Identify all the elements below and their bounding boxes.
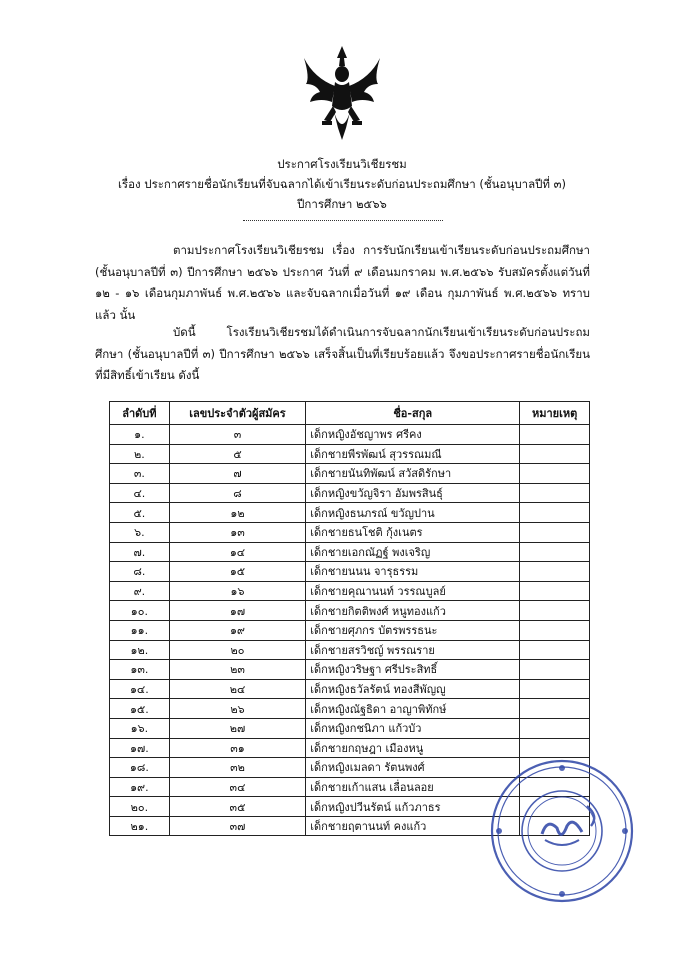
table-row (110, 601, 590, 621)
row-full-name: เด็กชายศุภกร บัตรพรรธนะ (306, 620, 520, 640)
row-order: ๑๙. (110, 777, 170, 797)
row-remarks (520, 718, 590, 738)
table-row (110, 738, 590, 758)
row-remarks (520, 738, 590, 758)
row-order: ๒๐. (110, 797, 170, 817)
row-application-number: ๓๕ (169, 797, 306, 817)
row-order: ๗. (110, 542, 170, 562)
row-order: ๑. (110, 425, 170, 445)
row-order: ๑๘. (110, 758, 170, 778)
paragraph-1 (95, 240, 590, 326)
row-remarks (520, 679, 590, 699)
row-full-name: เด็กหญิงณัฐธิดา อาญาพิทักษ์ (306, 699, 520, 719)
table-row (110, 660, 590, 680)
row-full-name: เด็กชายธนโชติ กุ้งเนตร (306, 522, 520, 542)
row-full-name: เด็กชายนันทิพัฒน์ สวัสดิรักษา (306, 464, 520, 484)
row-order: ๑๒. (110, 640, 170, 660)
table-row (110, 425, 590, 445)
row-remarks (520, 581, 590, 601)
row-order: ๑๔. (110, 679, 170, 699)
paragraph-2 (95, 322, 590, 387)
row-application-number: ๒๔ (169, 679, 306, 699)
row-full-name: เด็กชายเก้าแสน เลื่อนลอย (306, 777, 520, 797)
academic-year: ปีการศึกษา ๒๕๖๖ (297, 197, 387, 211)
row-full-name: เด็กหญิงวริษฐา ศรีประสิทธิ์ (306, 660, 520, 680)
row-application-number: ๓๑ (169, 738, 306, 758)
row-remarks (520, 601, 590, 621)
row-remarks (520, 562, 590, 582)
row-full-name: เด็กหญิงธวัลรัตน์ ทองสีพัญญู (306, 679, 520, 699)
row-remarks (520, 542, 590, 562)
row-full-name: เด็กหญิงเมลดา รัตนพงศ์ (306, 758, 520, 778)
row-full-name: เด็กหญิงอัชญาพร ศรีคง (306, 425, 520, 445)
row-order: ๑๕. (110, 699, 170, 719)
row-application-number: ๑๕ (169, 562, 306, 582)
row-full-name: เด็กชายฤตานนท์ คงแก้ว (306, 816, 520, 836)
row-order: ๒. (110, 444, 170, 464)
row-application-number: ๒๗ (169, 718, 306, 738)
header-remarks: หมายเหตุ (520, 402, 590, 425)
row-remarks (520, 522, 590, 542)
table-row (110, 464, 590, 484)
table-row (110, 503, 590, 523)
row-application-number: ๑๔ (169, 542, 306, 562)
row-full-name: เด็กชายสรวิชญ์ พรรณราย (306, 640, 520, 660)
row-order: ๑๖. (110, 718, 170, 738)
row-application-number: ๓๗ (169, 816, 306, 836)
row-order: ๑๗. (110, 738, 170, 758)
row-full-name: เด็กหญิงขวัญจิรา อัมพรสินธุ์ (306, 483, 520, 503)
row-remarks (520, 503, 590, 523)
header-order: ลำดับที่ (110, 402, 170, 425)
row-order: ๘. (110, 562, 170, 582)
row-remarks (520, 620, 590, 640)
table-header-row (110, 402, 590, 425)
row-application-number: ๒๐ (169, 640, 306, 660)
row-remarks (520, 660, 590, 680)
row-remarks (520, 483, 590, 503)
table-row (110, 483, 590, 503)
row-application-number: ๑๗ (169, 601, 306, 621)
table-row (110, 640, 590, 660)
row-application-number: ๓๒ (169, 758, 306, 778)
row-full-name: เด็กหญิงกชนิภา แก้วบัว (306, 718, 520, 738)
row-application-number: ๗ (169, 464, 306, 484)
row-application-number: ๑๙ (169, 620, 306, 640)
table-row (110, 620, 590, 640)
row-application-number: ๕ (169, 444, 306, 464)
paragraph-2-text: บัดนี้ โรงเรียนวิเชียรชมได้ดำเนินการจับฉลากนักเรียนเข้าเรียนระดับก่อนประถมศึกษา (ชั้นอนุบาลปีที่ ๓) ปีการศึกษา ๒๕๖๖ เสร็จสิ้นเป็นที่เรียบร้อยแล้ว จึงขอประกาศรายชื่อนักเรียนที่มีสิทธิ์เข้าเรียน ดังนี้ (95, 325, 590, 382)
row-application-number: ๓ (169, 425, 306, 445)
table-row (110, 522, 590, 542)
row-application-number: ๒๓ (169, 660, 306, 680)
row-order: ๑๑. (110, 620, 170, 640)
row-application-number: ๑๓ (169, 522, 306, 542)
row-full-name: เด็กหญิงธนภรณ์ ขวัญปาน (306, 503, 520, 523)
row-application-number: ๘ (169, 483, 306, 503)
row-remarks (520, 699, 590, 719)
row-full-name: เด็กชายพีรพัฒน์ สุวรรณมณี (306, 444, 520, 464)
paragraph-1-text: ตามประกาศโรงเรียนวิเชียรชม เรื่อง การรับนักเรียนเข้าเรียนระดับก่อนประถมศึกษา (ชั้นอนุบาลปีที่ ๓) ปีการศึกษา ๒๕๖๖ ประกาศ วันที่ ๙ เดือนมกราคม พ.ศ.๒๕๖๖ รับสมัครตั้งแต่วันที่ ๑๒ - ๑๖ เดือนกุมภาพันธ์ พ.ศ.๒๕๖๖ และจับฉลากเมื่อวันที่ ๑๙ เดือน กุมภาพันธ์ พ.ศ.๒๕๖๖ ทราบแล้ว นั้น (95, 243, 590, 322)
row-full-name: เด็กชายกฤษฎา เมืองหนู (306, 738, 520, 758)
row-full-name: เด็กชายคุณานนท์ วรรณบูลย์ (306, 581, 520, 601)
school-seal-stamp (487, 756, 637, 906)
row-remarks (520, 425, 590, 445)
dotted-divider (243, 220, 443, 221)
table-row (110, 679, 590, 699)
table-row (110, 699, 590, 719)
row-full-name: เด็กหญิงปวีนรัตน์ แก้วภาธร (306, 797, 520, 817)
row-remarks (520, 640, 590, 660)
row-full-name: เด็กชายนนน จารุธรรม (306, 562, 520, 582)
table-row (110, 562, 590, 582)
table-row (110, 718, 590, 738)
header-full-name: ชื่อ-สกุล (306, 402, 520, 425)
table-row (110, 581, 590, 601)
row-full-name: เด็กชายเอกณัฏฐ์ พงเจริญ (306, 542, 520, 562)
row-order: ๖. (110, 522, 170, 542)
row-order: ๔. (110, 483, 170, 503)
announcement-title: ประกาศโรงเรียนวิเชียรชม (277, 157, 407, 171)
header-application-number: เลขประจำตัวผู้สมัคร (169, 402, 306, 425)
row-application-number: ๑๖ (169, 581, 306, 601)
row-full-name: เด็กชายกิตติพงศ์ หนูทองแก้ว (306, 601, 520, 621)
row-remarks (520, 464, 590, 484)
row-order: ๒๑. (110, 816, 170, 836)
row-application-number: ๑๒ (169, 503, 306, 523)
row-order: ๑๓. (110, 660, 170, 680)
row-order: ๕. (110, 503, 170, 523)
row-remarks (520, 444, 590, 464)
table-row (110, 542, 590, 562)
row-application-number: ๒๖ (169, 699, 306, 719)
row-order: ๑๐. (110, 601, 170, 621)
row-application-number: ๓๔ (169, 777, 306, 797)
announcement-subject: เรื่อง ประกาศรายชื่อนักเรียนที่จับฉลากได้เข้าเรียนระดับก่อนประถมศึกษา (ชั้นอนุบาลปีที่ ๓) (117, 177, 567, 191)
table-row (110, 444, 590, 464)
row-order: ๙. (110, 581, 170, 601)
row-order: ๓. (110, 464, 170, 484)
garuda-emblem-icon (300, 44, 384, 142)
